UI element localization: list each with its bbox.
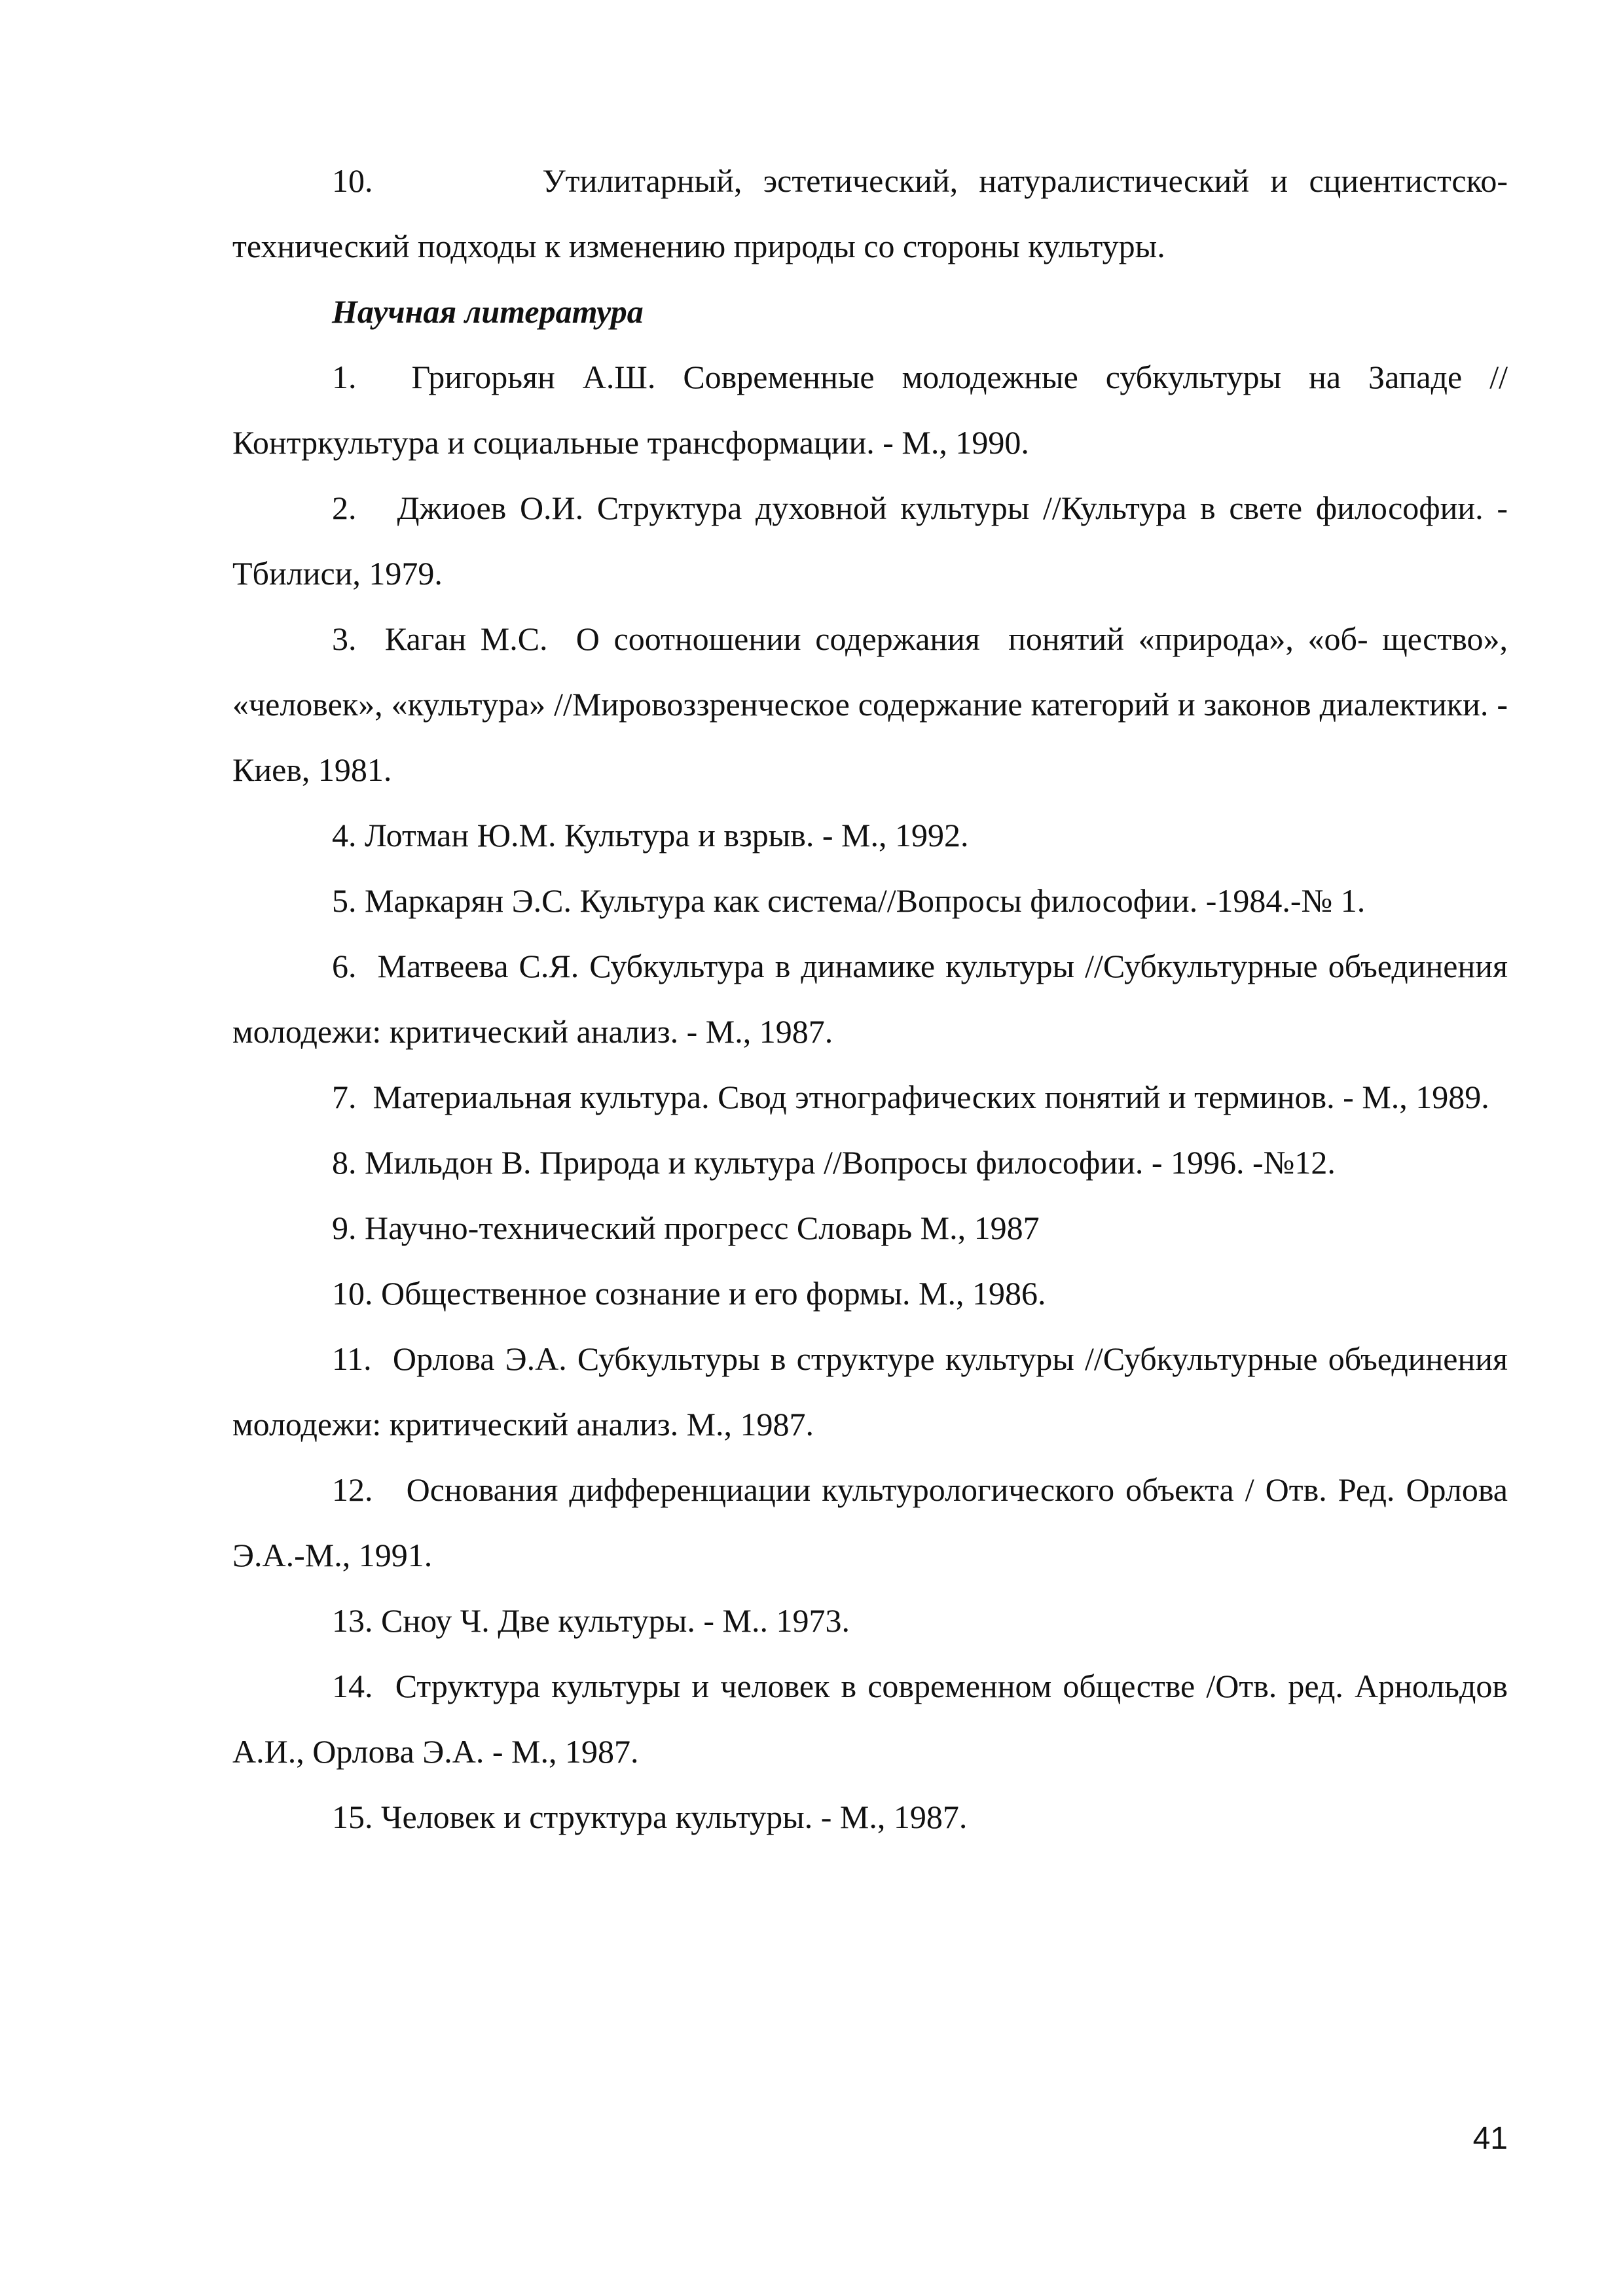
reference-item-11: 11. Орлова Э.А. Субкультуры в структуре культуры //Субкультурные объединения молодежи: критический анализ. М., 1987. [232, 1340, 1508, 1443]
reference-item-15: 15. Человек и структура культуры. - М., 1987. [332, 1799, 968, 1835]
reference-item-5: 5. Маркарян Э.С. Культура как система//Вопросы философии. -1984.-№ 1. [332, 882, 1366, 919]
reference-item-14: 14. Структура культуры и человек в современном обществе /Отв. ред. Арнольдов А.И., Орлова Э.А. - М., 1987. [232, 1668, 1508, 1770]
reference-item-3: 3. Каган М.С. О соотношении содержания понятий «природа», «об- щество», «человек», «культура» //Мировоззренческое содержание категорий и законов диалектики. - Киев, 1981. [232, 620, 1508, 788]
reference-item-1: 1. Григорьян А.Ш. Современные молодежные субкультуры на Западе //Контркультура и социальные трансформации. - М., 1990. [232, 359, 1508, 461]
intro-paragraph: 10. Утилитарный, эстетический, натуралистический и сциентистско-технический подходы к изменению природы со стороны культуры. [232, 162, 1508, 264]
reference-item-9: 9. Научно-технический прогресс Словарь М., 1987 [332, 1210, 1040, 1246]
reference-item-2: 2. Джиоев О.И. Структура духовной культуры //Культура в свете философии. - Тбилиси, 1979. [232, 490, 1508, 592]
page-number: 41 [1472, 2121, 1508, 2156]
document-body [232, 148, 1508, 1850]
reference-item-10: 10. Общественное сознание и его формы. М., 1986. [332, 1275, 1046, 1312]
reference-item-12: 12. Основания дифференциации культурологического объекта / Отв. Ред. Орлова Э.А.-М., 1991. [232, 1471, 1508, 1573]
reference-item-8: 8. Мильдон В. Природа и культура //Вопросы философии. - 1996. -№12. [332, 1144, 1336, 1181]
reference-item-6: 6. Матвеева С.Я. Субкультура в динамике культуры //Субкультурные объединения молодежи: критический анализ. - М., 1987. [232, 948, 1508, 1050]
reference-item-4: 4. Лотман Ю.М. Культура и взрыв. - М., 1992. [332, 817, 969, 853]
reference-item-7: 7. Материальная культура. Свод этнографических понятий и терминов. - М., 1989. [332, 1079, 1489, 1115]
reference-item-13: 13. Сноу Ч. Две культуры. - М.. 1973. [332, 1602, 850, 1639]
section-heading: Научная литература [332, 293, 644, 330]
